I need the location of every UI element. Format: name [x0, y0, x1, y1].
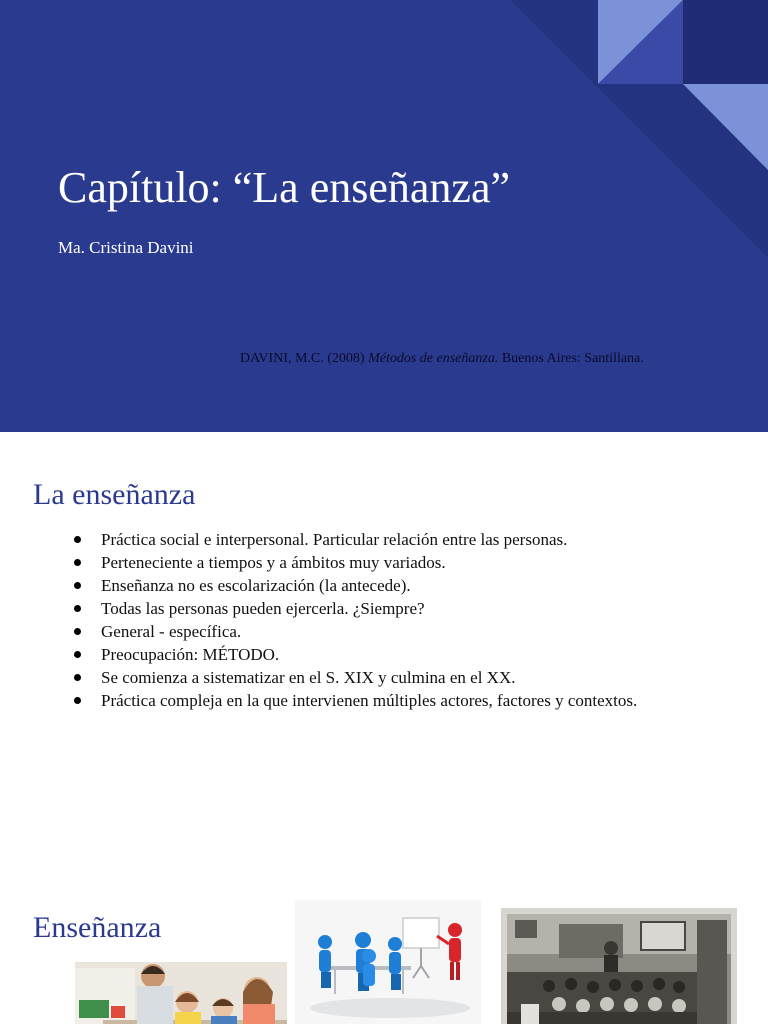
bullet-icon — [74, 697, 81, 704]
bullet-list — [101, 528, 663, 712]
list-item: General - específica. — [101, 620, 663, 643]
slide-divider — [0, 432, 768, 440]
images-slide — [0, 880, 768, 1024]
content-slide — [0, 440, 768, 872]
geometric-decoration — [0, 0, 768, 432]
bullet-icon — [74, 536, 81, 543]
list-item: Enseñanza no es escolarización (la antecede). — [101, 574, 663, 597]
citation — [240, 351, 644, 367]
slide-heading: Enseñanza — [33, 911, 162, 944]
citation-author: DAVINI, M.C. (2008) — [240, 351, 369, 366]
list-item: Perteneciente a tiempos y a ámbitos muy variados. — [101, 551, 663, 574]
list-item: Preocupación: MÉTODO. — [101, 643, 663, 666]
bullet-icon — [74, 582, 81, 589]
bullet-icon — [74, 605, 81, 612]
bullet-icon — [74, 628, 81, 635]
list-item: Práctica social e interpersonal. Particular relación entre las personas. — [101, 528, 663, 551]
slide-title: Capítulo: “La enseñanza” — [58, 163, 511, 212]
slide-heading: La enseñanza — [33, 478, 196, 511]
list-item: Se comienza a sistematizar en el S. XIX y culmina en el XX. — [101, 666, 663, 689]
citation-book-title: Métodos de enseñanza. — [368, 351, 499, 366]
citation-publisher: Buenos Aires: Santillana. — [498, 351, 644, 366]
author-name: Ma. Cristina Davini — [58, 238, 194, 257]
bullet-icon — [74, 651, 81, 658]
family-teaching-photo — [75, 962, 287, 1024]
bullet-icon — [74, 674, 81, 681]
list-item: Práctica compleja en la que intervienen múltiples actores, factores y contextos. — [101, 689, 663, 712]
list-item: Todas las personas pueden ejercerla. ¿Siempre? — [101, 597, 663, 620]
3d-people-presentation-illustration — [295, 900, 481, 1024]
bullet-icon — [74, 559, 81, 566]
title-slide — [0, 0, 768, 432]
historic-classroom-photo — [501, 908, 737, 1024]
